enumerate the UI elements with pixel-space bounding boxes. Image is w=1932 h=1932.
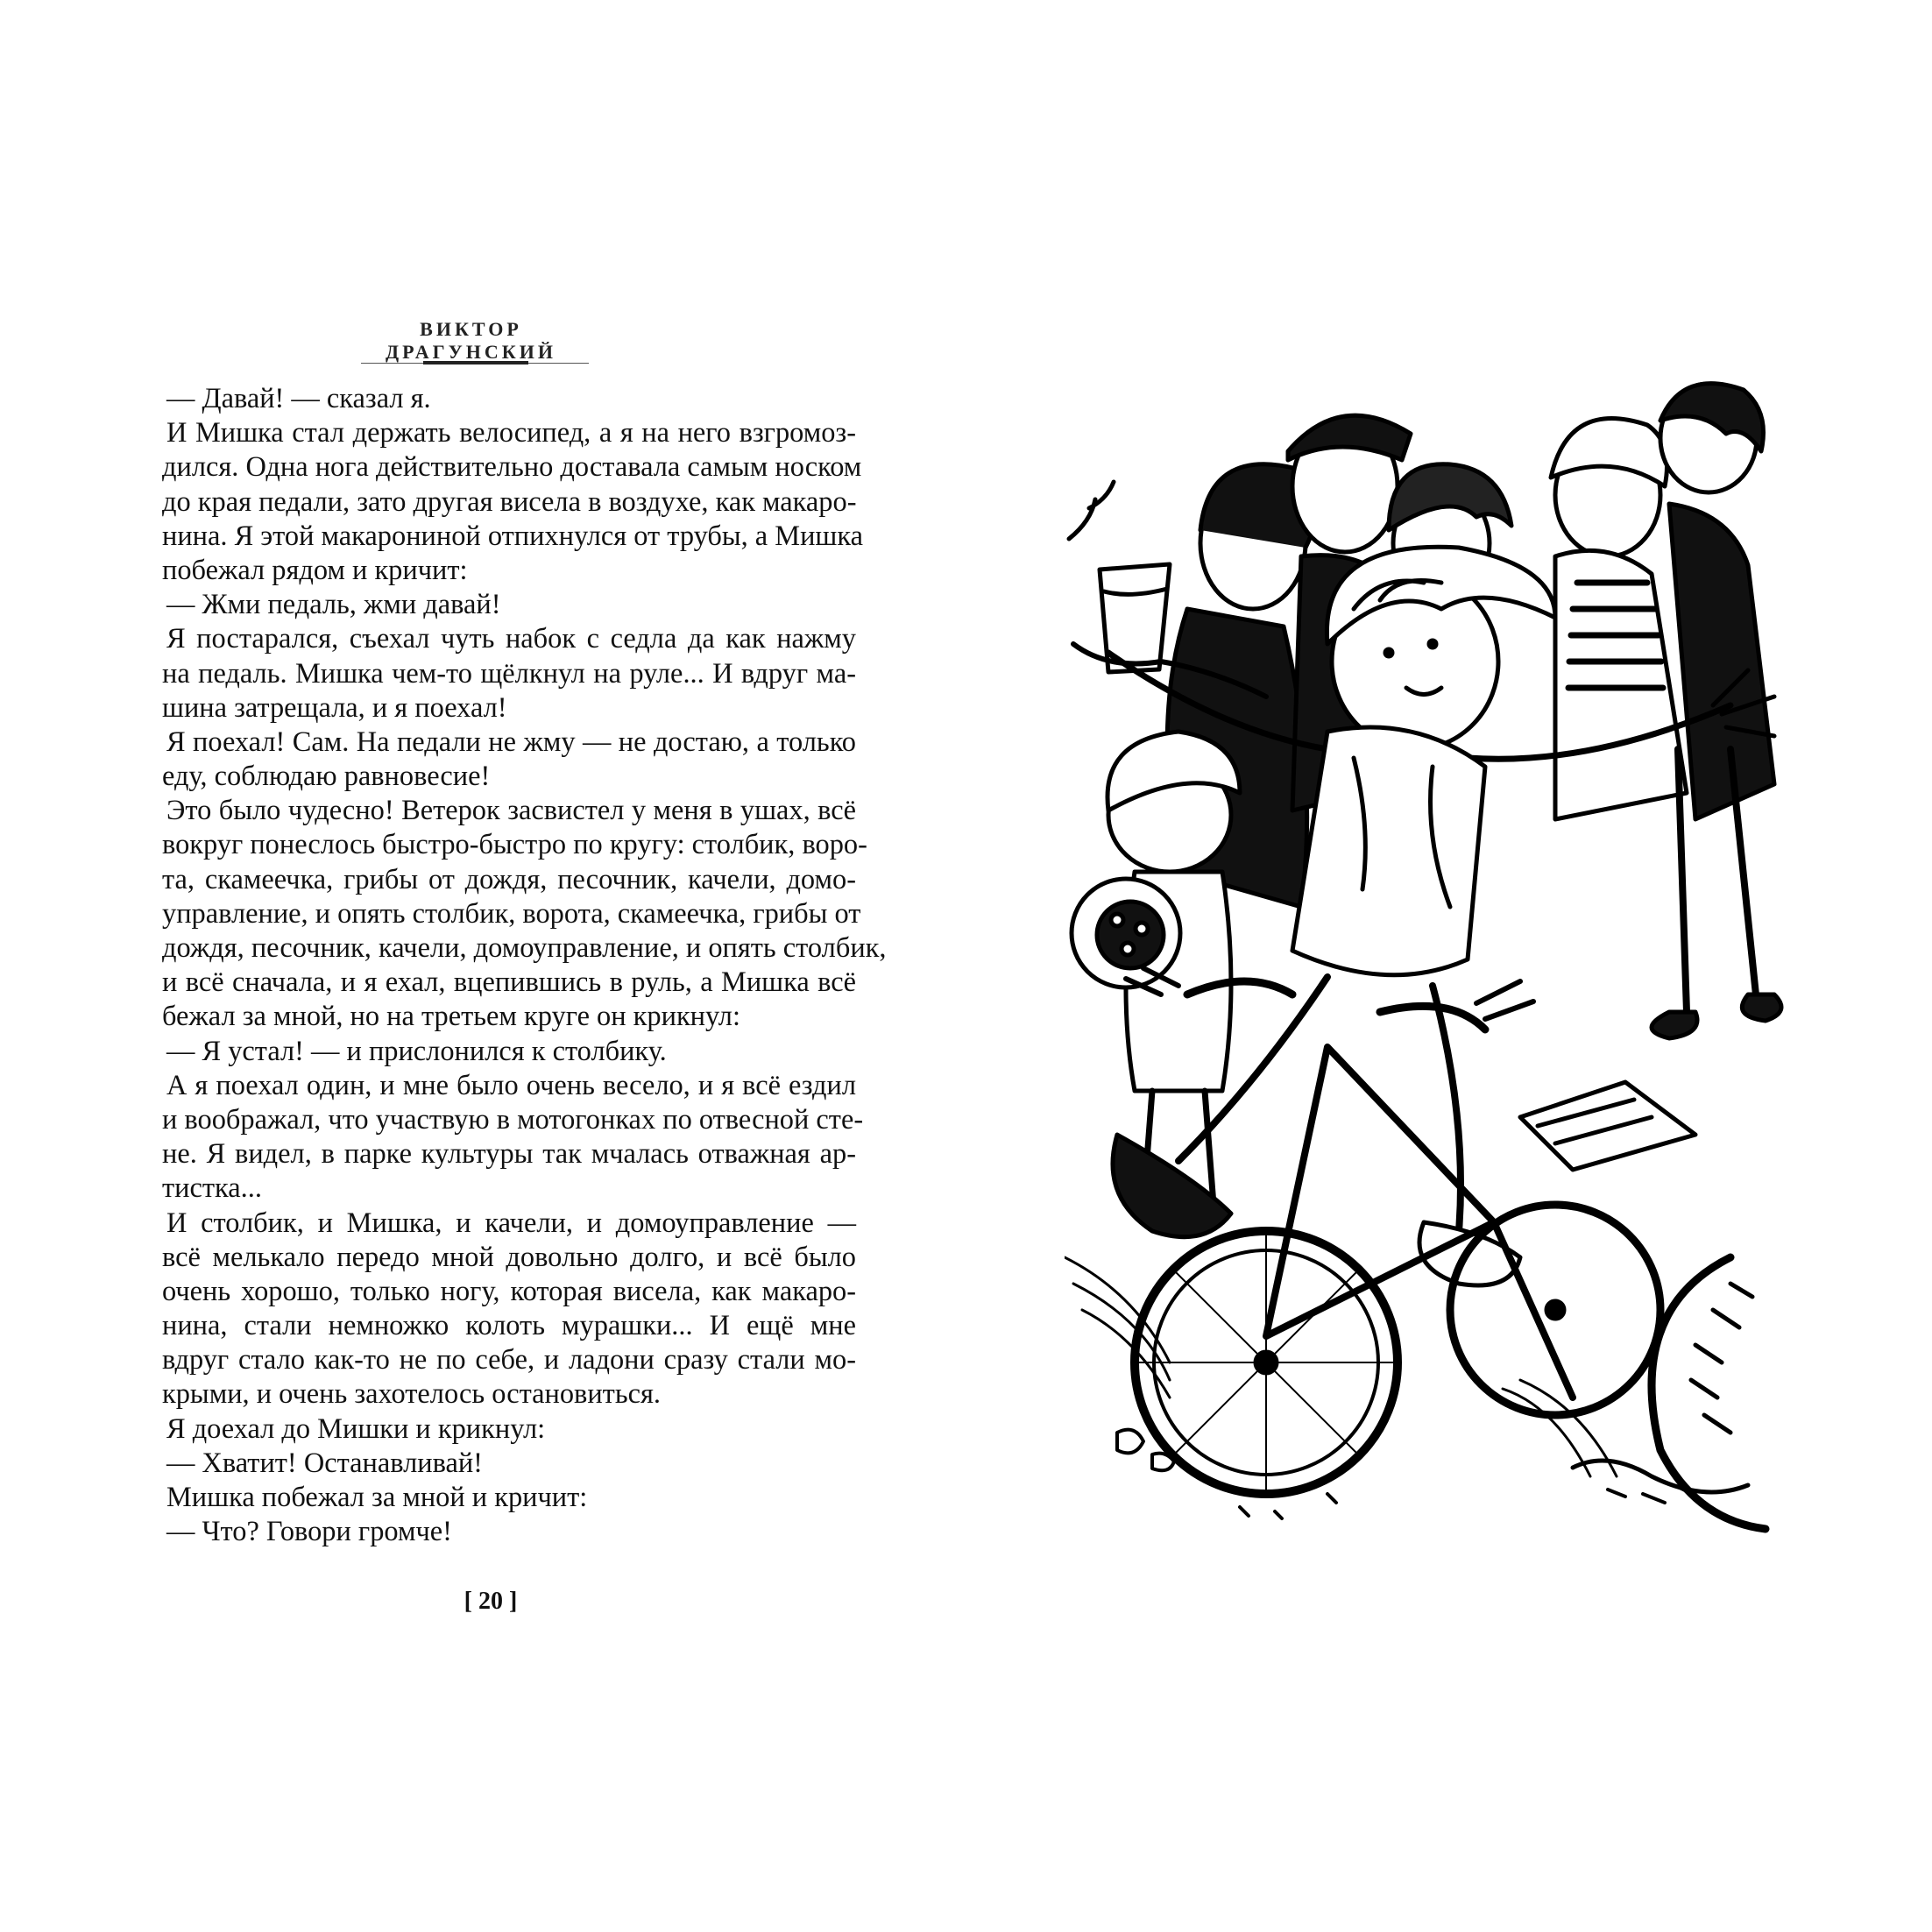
text-line: до края педали, зато другая висела в воздухе, как макаро- bbox=[162, 485, 857, 518]
page-number: [ 20 ] bbox=[464, 1588, 518, 1615]
text-line: шина затрещала, и я поехал! bbox=[162, 691, 507, 724]
text-line: нина, стали немножко колоть мурашки... И ещё мне bbox=[162, 1310, 856, 1342]
text-line: дождя, песочник, качели, домоуправление, и опять столбик, bbox=[162, 932, 887, 964]
text-line: Я поехал! Сам. На педали не жму — не достаю, а только bbox=[166, 725, 856, 758]
text-line: Это было чудесно! Ветерок засвистел у меня в ушах, всё bbox=[166, 795, 856, 827]
text-line: Мишка побежал за мной и кричит: bbox=[166, 1482, 588, 1513]
text-line: и воображал, что участвую в мотогонках по отвесной сте- bbox=[162, 1103, 864, 1136]
text-line: на педаль. Мишка чем-то щёлкнул на руле... И вдруг ма- bbox=[162, 657, 856, 690]
running-head: ВИКТОР ДРАГУНСКИЙ bbox=[386, 318, 556, 363]
text-line: вдруг стало как-то не по себе, и ладони сразу стали мо- bbox=[162, 1344, 856, 1376]
body-text bbox=[162, 382, 887, 1549]
text-line: — Жми педаль, жми давай! bbox=[166, 589, 501, 621]
text-line: нина. Я этой макарониной отпихнулся от трубы, а Мишка bbox=[162, 520, 863, 552]
text-line: — Я устал! — и прислонился к столбику. bbox=[166, 1035, 667, 1067]
text-line: бежал за мной, но на третьем круге он крикнул: bbox=[162, 1001, 740, 1033]
text-line: очень хорошо, только ногу, которая висела, как макаро- bbox=[162, 1275, 856, 1307]
text-line: А я поехал один, и мне было очень весело, и я всё ездил bbox=[166, 1069, 856, 1101]
text-line: Я постарался, съехал чуть набок с седла да как нажму bbox=[166, 623, 856, 655]
text-line: и всё сначала, и я ехал, вцепившись в руль, а Мишка всё bbox=[162, 966, 856, 999]
text-line: И Мишка стал держать велосипед, а я на него взгромоз- bbox=[166, 417, 856, 449]
text-line: крыми, и очень захотелось остановиться. bbox=[162, 1378, 661, 1411]
text-line: И столбик, и Мишка, и качели, и домоуправление — bbox=[166, 1207, 856, 1239]
text-line: всё мелькало передо мной довольно долго, и всё было bbox=[162, 1241, 856, 1273]
text-line: — Что? Говори громче! bbox=[166, 1516, 452, 1548]
text-line: не. Я видел, в парке культуры так мчалась отважная ар- bbox=[162, 1138, 856, 1171]
text-line: дился. Одна нога действительно доставала самым носком bbox=[162, 451, 862, 484]
text-line: Я доехал до Мишки и крикнул: bbox=[166, 1412, 546, 1445]
text-line: — Хватит! Останавливай! bbox=[166, 1447, 483, 1479]
text-line: еду, соблюдаю равновесие! bbox=[162, 761, 491, 793]
text-line: управление, и опять столбик, ворота, скамеечка, грибы от bbox=[162, 897, 861, 930]
text-line: та, скамеечка, грибы от дождя, песочник, качели, домо- bbox=[162, 863, 856, 895]
text-line: — Давай! — сказал я. bbox=[166, 383, 431, 414]
bicycle-illustration-icon bbox=[1065, 381, 1809, 1560]
header-rule-accent bbox=[423, 361, 528, 364]
text-line: побежал рядом и кричит: bbox=[162, 554, 468, 586]
text-line: вокруг понеслось быстро-быстро по кругу: столбик, воро- bbox=[162, 829, 867, 861]
text-line: тистка... bbox=[162, 1172, 262, 1205]
